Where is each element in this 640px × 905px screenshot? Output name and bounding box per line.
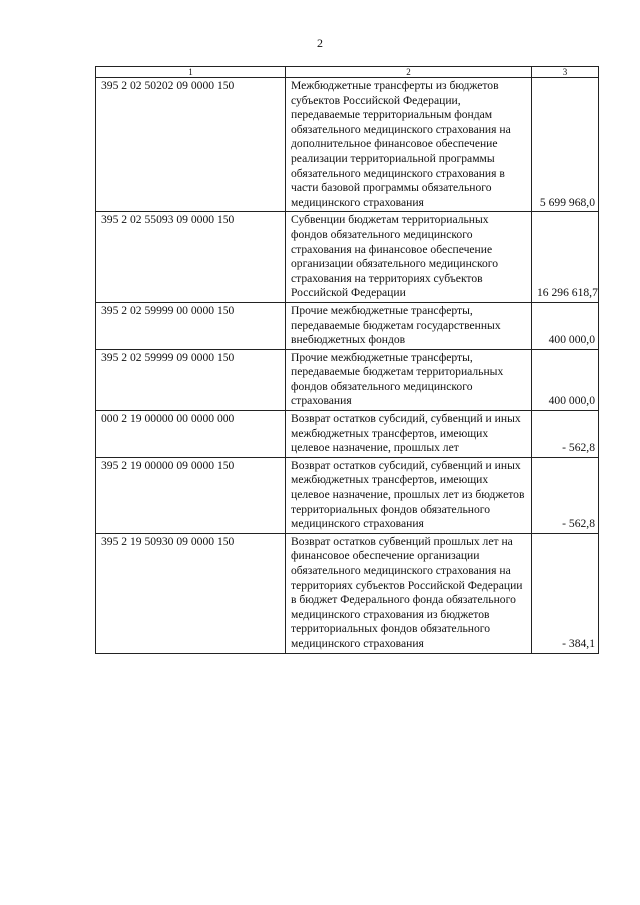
amount: 400 000,0 — [532, 349, 599, 410]
page-number: 2 — [317, 36, 323, 50]
amount: - 562,8 — [532, 411, 599, 458]
budget-code: 395 2 19 50930 09 0000 150 — [96, 533, 286, 653]
budget-code: 000 2 19 00000 00 0000 000 — [96, 411, 286, 458]
table-header — [96, 67, 599, 78]
budget-code: 395 2 02 55093 09 0000 150 — [96, 212, 286, 303]
table-row — [96, 302, 599, 349]
budget-code: 395 2 02 50202 09 0000 150 — [96, 78, 286, 212]
budget-code: 395 2 02 59999 09 0000 150 — [96, 349, 286, 410]
amount: 400 000,0 — [532, 302, 599, 349]
column-number-3: 3 — [532, 67, 599, 78]
budget-code: 395 2 19 00000 09 0000 150 — [96, 457, 286, 533]
table-row — [96, 533, 599, 653]
description: Возврат остатков субсидий, субвенций и иных межбюджетных трансфертов, имеющих целевое назначение, прошлых лет из бюджетов территориальных фондов обязательного медицинского страхования — [286, 457, 532, 533]
amount: 16 296 618,7 — [532, 212, 599, 303]
column-number-1: 1 — [96, 67, 286, 78]
table-body — [96, 78, 599, 654]
amount: 5 699 968,0 — [532, 78, 599, 212]
description: Межбюджетные трансферты из бюджетов субъектов Российской Федерации, передаваемые территориальным фондам обязательного медицинского страхования на дополнительное финансовое обеспечение реализации территориальной программы обязательного медицинского страхования в части базовой программы обязательного медицинского страхования — [286, 78, 532, 212]
table-row — [96, 78, 599, 212]
amount: - 562,8 — [532, 457, 599, 533]
table-row — [96, 212, 599, 303]
table-row — [96, 411, 599, 458]
amount: - 384,1 — [532, 533, 599, 653]
description: Прочие межбюджетные трансферты, передаваемые бюджетам государственных внебюджетных фондов — [286, 302, 532, 349]
column-number-2: 2 — [286, 67, 532, 78]
column-number-row — [96, 67, 599, 78]
budget-table-wrapper — [95, 66, 598, 654]
description: Субвенции бюджетам территориальных фондов обязательного медицинского страхования на финансовое обеспечение организации обязательного медицинского страхования на территориях субъектов Российской Федерации — [286, 212, 532, 303]
description: Возврат остатков субвенций прошлых лет на финансовое обеспечение организации обязательного медицинского страхования на территориях субъектов Российской Федерации в бюджет Федерального фонда обязательного медицинского страхования из бюджетов территориальных фондов обязательного медицинского страхования — [286, 533, 532, 653]
table-row — [96, 349, 599, 410]
table-row — [96, 457, 599, 533]
budget-code: 395 2 02 59999 00 0000 150 — [96, 302, 286, 349]
budget-table — [95, 66, 599, 654]
description: Прочие межбюджетные трансферты, передаваемые бюджетам территориальных фондов обязательного медицинского страхования — [286, 349, 532, 410]
description: Возврат остатков субсидий, субвенций и иных межбюджетных трансфертов, имеющих целевое назначение, прошлых лет — [286, 411, 532, 458]
